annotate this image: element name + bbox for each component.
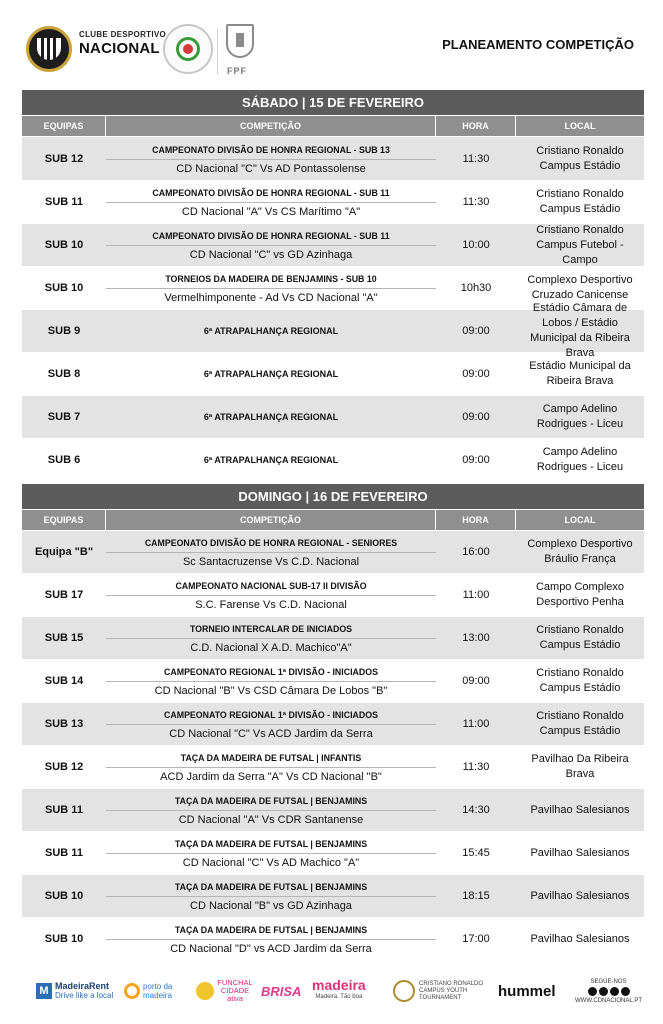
hour-cell: 18:15	[462, 890, 490, 902]
certification-seal-icon	[163, 24, 213, 74]
page-title: PLANEAMENTO COMPETIÇÃO	[442, 37, 634, 52]
team-cell: SUB 9	[47, 325, 81, 337]
table-row	[22, 395, 644, 438]
sponsor-madeira	[312, 976, 366, 1006]
cell-divider	[106, 767, 436, 768]
club-crest-icon	[26, 26, 72, 72]
col-hour: HORA	[436, 116, 516, 136]
porto-madeira-name: porto da madeira	[143, 982, 173, 1000]
match-text: Vermelhimponente - Ad Vs CD Nacional "A"	[164, 292, 378, 304]
team-cell: Equipa "B"	[34, 546, 94, 558]
saturday-section	[22, 90, 644, 481]
cell-divider	[106, 853, 436, 854]
cell-divider	[106, 724, 436, 725]
table-row	[22, 438, 644, 481]
location-cell: Complexo Desportivo Cruzado Canicense	[527, 274, 633, 301]
site-link[interactable]: WWW.CDNACIONAL.PT	[575, 997, 642, 1004]
match-text: CD Nacional "B" vs GD Azinhaga	[190, 900, 352, 912]
location-cell: Cristiano Ronaldo Campus Estádio	[536, 188, 624, 215]
team-cell: SUB 17	[44, 589, 84, 601]
team-cell: SUB 14	[44, 675, 84, 687]
team-cell: SUB 12	[44, 761, 84, 773]
team-cell: SUB 11	[45, 804, 83, 816]
fpf-shield-icon	[226, 24, 254, 58]
match-text: ACD Jardim da Serra "A" Vs CD Nacional "B"	[160, 771, 382, 783]
sunday-column-headers	[22, 509, 644, 530]
saturday-column-headers	[22, 115, 644, 136]
twitter-icon[interactable]	[610, 987, 619, 996]
hour-cell: 10:00	[462, 239, 490, 251]
location-cell: Campo Adelino Rodrigues - Liceu	[536, 446, 624, 473]
competition-cell	[106, 746, 436, 788]
competition-cell	[106, 660, 436, 702]
competition-name: 6ª ATRAPALHANÇA REGIONAL	[203, 412, 339, 422]
competition-cell	[106, 832, 436, 874]
hour-cell: 11:30	[462, 152, 490, 165]
fpf-label: FPF	[227, 66, 247, 76]
location-cell: Cristiano Ronaldo Campus Estádio	[536, 624, 624, 651]
competition-cell	[106, 224, 436, 266]
hour-cell: 09:00	[462, 411, 490, 423]
competition-cell	[106, 310, 436, 352]
location-cell: Complexo Desportivo Bráulio França	[527, 538, 633, 565]
col-competition: COMPETIÇÃO	[106, 116, 436, 136]
competition-name: 6ª ATRAPALHANÇA REGIONAL	[203, 369, 339, 379]
hour-cell: 13:00	[462, 632, 490, 644]
hour-cell: 16:00	[462, 546, 490, 558]
madeirarent-logo-icon: M	[36, 983, 52, 999]
match-text: CD Nacional "C" Vs ACD Jardim da Serra	[169, 728, 373, 740]
location-cell: Pavilhao Salesianos	[530, 889, 630, 902]
sponsor-cr-campus	[393, 976, 489, 1006]
competition-cell	[106, 703, 436, 745]
competition-cell	[106, 137, 436, 180]
cell-divider	[106, 245, 436, 246]
funchal-logo-icon	[196, 982, 214, 1000]
team-cell: SUB 10	[44, 933, 84, 945]
competition-name: TAÇA DA MADEIRA DE FUTSAL | BENJAMINS	[174, 796, 368, 806]
competition-cell	[106, 789, 436, 831]
madeirarent-name: MadeiraRent	[55, 981, 110, 991]
competition-cell	[106, 439, 436, 481]
match-text: CD Nacional "C" Vs AD Machico "A"	[182, 857, 360, 869]
table-row	[22, 788, 644, 831]
hour-cell: 11:00	[462, 718, 490, 730]
competition-name: TORNEIOS DA MADEIRA DE BENJAMINS - SUB 10	[165, 274, 377, 284]
location-cell: Cristiano Ronaldo Campus Estádio	[536, 144, 624, 172]
table-row	[22, 302, 644, 359]
cell-divider	[106, 939, 436, 940]
porto-madeira-logo-icon	[124, 983, 140, 999]
match-text: CD Nacional "A" Vs CS Marítimo "A"	[181, 206, 361, 218]
location-cell: Cristiano Ronaldo Campus Estádio	[536, 667, 624, 694]
competition-name: CAMPEONATO DIVISÃO DE HONRA REGIONAL - SUB 11	[152, 231, 390, 241]
cell-divider	[106, 552, 436, 553]
match-text: S.C. Farense Vs C.D. Nacional	[195, 599, 347, 611]
location-cell: Campo Adelino Rodrigues - Liceu	[536, 403, 624, 430]
table-row	[22, 223, 644, 266]
competition-name: CAMPEONATO DIVISÃO DE HONRA REGIONAL - SUB 13	[152, 144, 390, 155]
match-text: C.D. Nacional X A.D. Machico"A"	[190, 642, 352, 654]
table-row	[22, 180, 644, 223]
saturday-header: SÁBADO | 15 DE FEVEREIRO	[22, 90, 644, 115]
sponsor-funchal	[196, 976, 253, 1006]
location-cell: Campo Complexo Desportivo Penha	[535, 581, 625, 608]
match-text: CD Nacional "D" vs ACD Jardim da Serra	[170, 943, 372, 955]
competition-name: TAÇA DA MADEIRA DE FUTSAL | BENJAMINS	[174, 925, 368, 935]
col-hour: HORA	[436, 510, 516, 530]
table-row	[22, 573, 644, 616]
table-row	[22, 352, 644, 395]
hour-cell: 14:30	[462, 804, 490, 816]
hour-cell: 10h30	[460, 282, 492, 294]
location-cell: Pavilhao Da Ribeira Brava	[531, 753, 629, 780]
competition-cell	[106, 918, 436, 960]
cr-campus-name: CRISTIANO RONALDO CAMPUS YOUTH TOURNAMENT	[419, 980, 484, 1001]
table-row	[22, 917, 644, 960]
cell-divider	[106, 681, 436, 682]
club-name	[79, 30, 166, 57]
location-cell: Estádio Câmara de Lobos / Estádio Municipal da Ribeira Brava	[530, 302, 630, 359]
location-cell: Pavilhao Salesianos	[530, 932, 630, 945]
match-text: CD Nacional "A" Vs CDR Santanense	[178, 814, 364, 826]
team-cell: SUB 10	[44, 239, 84, 251]
social-icons	[588, 987, 630, 996]
col-location: LOCAL	[564, 121, 596, 131]
hour-cell: 11:30	[462, 761, 490, 773]
sponsor-brisa: BRISA	[261, 983, 302, 999]
location-cell: Cristiano Ronaldo Campus Futebol - Campo	[536, 223, 624, 266]
location-cell: Pavilhao Salesianos	[530, 846, 630, 859]
page-header	[0, 0, 663, 85]
team-cell: SUB 6	[47, 454, 81, 466]
location-cell: Cristiano Ronaldo Campus Estádio	[536, 710, 624, 737]
cr-campus-logo-icon	[393, 980, 415, 1002]
sunday-header: DOMINGO | 16 DE FEVEREIRO	[22, 484, 644, 509]
sunday-section	[22, 484, 644, 960]
table-row	[22, 659, 644, 702]
hour-cell: 17:00	[462, 933, 490, 945]
sponsor-porto-madeira	[124, 976, 187, 1006]
team-cell: SUB 10	[44, 282, 84, 294]
competition-name: TORNEIO INTERCALAR DE INICIADOS	[189, 624, 353, 634]
sunday-rows	[22, 530, 644, 960]
hour-cell: 09:00	[462, 454, 490, 466]
team-cell: SUB 13	[44, 718, 84, 730]
team-cell: SUB 15	[44, 632, 84, 644]
sponsor-footer	[30, 976, 640, 1006]
competition-name: CAMPEONATO NACIONAL SUB-17 II DIVISÃO	[175, 581, 367, 591]
match-text: Sc Santacruzense Vs C.D. Nacional	[182, 556, 360, 568]
hour-cell: 09:00	[462, 368, 490, 380]
team-cell: SUB 12	[44, 152, 84, 165]
cell-divider	[106, 202, 436, 203]
competition-cell	[106, 353, 436, 395]
table-row	[22, 616, 644, 659]
team-cell: SUB 10	[44, 890, 84, 902]
cell-divider	[106, 896, 436, 897]
team-cell: SUB 11	[45, 847, 83, 859]
table-row	[22, 530, 644, 573]
instagram-icon[interactable]	[599, 987, 608, 996]
col-teams: EQUIPAS	[22, 510, 106, 530]
table-row	[22, 745, 644, 788]
table-row	[22, 831, 644, 874]
competition-name: TAÇA DA MADEIRA DE FUTSAL | BENJAMINS	[174, 882, 368, 892]
sponsor-madeirarent	[36, 976, 113, 1006]
saturday-rows	[22, 136, 644, 481]
col-location: LOCAL	[564, 515, 596, 525]
location-cell: Pavilhao Salesianos	[530, 803, 630, 816]
madeirarent-tagline: Drive like a local	[55, 991, 114, 1000]
competition-name: 6ª ATRAPALHANÇA REGIONAL	[203, 455, 339, 465]
club-name-small: CLUBE DESPORTIVO	[79, 30, 167, 39]
team-cell: SUB 11	[45, 196, 83, 208]
table-row	[22, 136, 644, 180]
location-cell: Estádio Municipal da Ribeira Brava	[529, 360, 631, 387]
table-row	[22, 702, 644, 745]
competition-name: CAMPEONATO DIVISÃO DE HONRA REGIONAL - SENIORES	[144, 538, 398, 548]
madeira-tagline: Madeira. Tão boa	[315, 994, 363, 1000]
hour-cell: 15:45	[462, 847, 490, 859]
follow-label: SEGUE-NOS	[590, 978, 627, 985]
hour-cell: 09:00	[462, 675, 490, 687]
club-name-big: NACIONAL	[79, 40, 160, 57]
competition-cell	[106, 617, 436, 659]
competition-name: CAMPEONATO REGIONAL 1ª DIVISÃO - INICIADOS	[164, 667, 378, 677]
funchal-name: FUNCHAL CIDADE ativa	[217, 978, 253, 1003]
sponsor-hummel: hummel	[498, 982, 556, 1000]
youtube-icon[interactable]	[621, 987, 630, 996]
match-text: CD Nacional "C" vs GD Azinhaga	[189, 249, 353, 261]
competition-cell	[106, 396, 436, 438]
hour-cell: 11:30	[462, 196, 490, 208]
cell-divider	[106, 159, 436, 160]
madeira-name: madeira	[312, 977, 366, 993]
competition-name: CAMPEONATO REGIONAL 1ª DIVISÃO - INICIADOS	[164, 710, 378, 720]
competition-cell	[106, 574, 436, 616]
hour-cell: 09:00	[462, 325, 490, 337]
col-competition: COMPETIÇÃO	[106, 510, 436, 530]
hour-cell: 11:00	[462, 589, 490, 601]
competition-cell	[106, 531, 436, 573]
competition-name: TAÇA DA MADEIRA DE FUTSAL | INFANTIS	[180, 753, 362, 763]
cell-divider	[106, 810, 436, 811]
header-divider	[217, 28, 218, 74]
cell-divider	[106, 638, 436, 639]
cell-divider	[106, 288, 436, 289]
team-cell: SUB 7	[47, 411, 81, 423]
competition-cell	[106, 875, 436, 917]
table-row	[22, 874, 644, 917]
match-text: CD Nacional "C" Vs AD Pontassolense	[176, 162, 366, 175]
team-cell: SUB 8	[47, 368, 81, 380]
cell-divider	[106, 595, 436, 596]
social-block	[575, 976, 642, 1006]
match-text: CD Nacional "B" Vs CSD Câmara De Lobos "B"	[154, 685, 388, 697]
facebook-icon[interactable]	[588, 987, 597, 996]
competition-cell	[106, 267, 436, 309]
competition-name: CAMPEONATO DIVISÃO DE HONRA REGIONAL - SUB 11	[152, 188, 390, 198]
competition-cell	[106, 181, 436, 223]
col-teams: EQUIPAS	[22, 116, 106, 136]
competition-name: 6ª ATRAPALHANÇA REGIONAL	[203, 326, 339, 336]
competition-name: TAÇA DA MADEIRA DE FUTSAL | BENJAMINS	[174, 839, 368, 849]
